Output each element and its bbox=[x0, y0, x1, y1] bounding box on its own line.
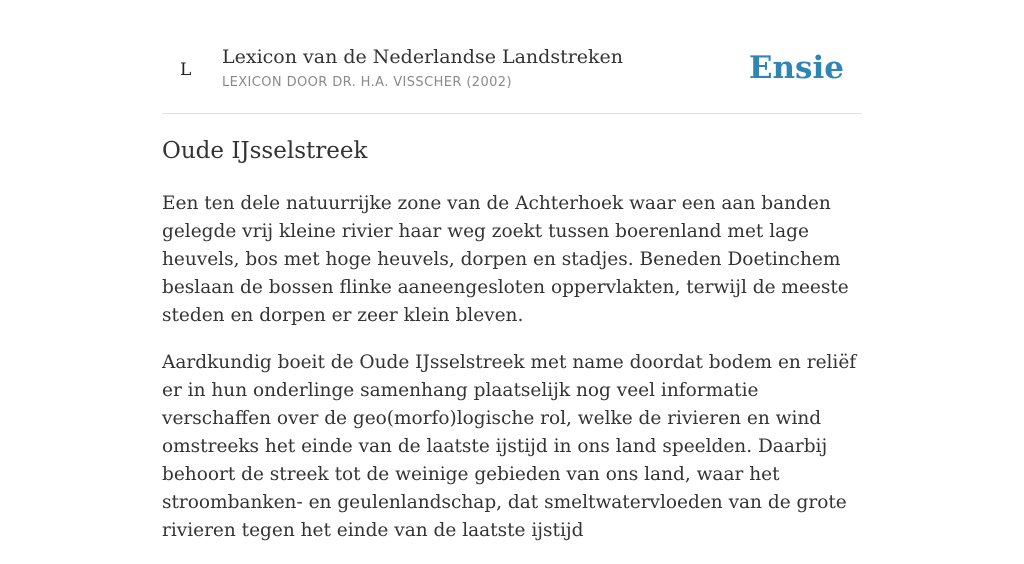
lexicon-logo-icon[interactable]: L bbox=[180, 60, 192, 80]
lexicon-subtitle: LEXICON DOOR DR. H.A. VISSCHER (2002) bbox=[222, 75, 512, 90]
lexicon-title[interactable]: Lexicon van de Nederlandse Landstreken bbox=[222, 46, 624, 68]
page bbox=[162, 0, 862, 541]
header bbox=[162, 0, 862, 114]
entry-paragraph: Een ten dele natuurrijke zone van de Achterhoek waar een aan banden gelegde vrij kleine rivier haar weg zoekt tussen boerenland met lage heuvels, bos met hoge heuvels, dorpen en stadjes. Beneden Doetinchem beslaan de bossen flinke aaneengesloten oppervlakten, terwijl de meeste steden en dorpen er zeer klein bleven. bbox=[162, 193, 849, 326]
entry-body bbox=[162, 190, 862, 564]
entry-paragraph: Aardkundig boeit de Oude IJsselstreek met name doordat bodem en reliëf er in hun onderlinge samenhang plaatselijk nog veel informatie verschaffen over de geo(morfo)logische rol, welke de rivieren en wind omstreeks het einde van de laatste ijstijd in ons land speelden. Daarbij behoort de streek tot de weinige gebieden van ons land, waar het stroombanken- en geulenlandschap, dat smeltwatervloeden van de grote rivieren tegen het einde van de laatste ijstijd bbox=[162, 352, 857, 541]
entry-title: Oude IJsselstreek bbox=[162, 138, 368, 164]
ensie-logo[interactable]: Ensie bbox=[748, 50, 844, 86]
